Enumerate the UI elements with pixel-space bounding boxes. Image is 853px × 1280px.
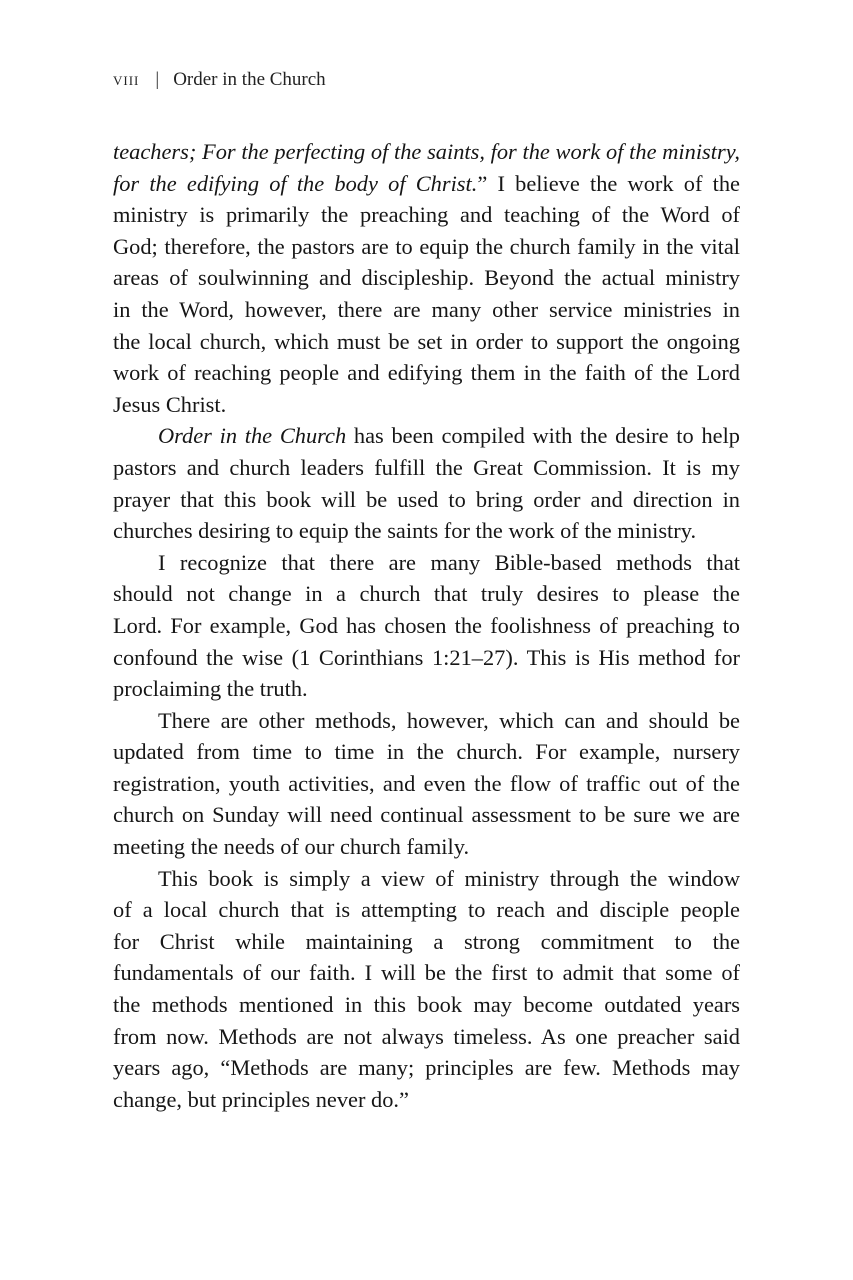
text-line: fundamentals of our faith. I will be the first to admit that some of <box>113 960 740 986</box>
paragraph <box>113 420 740 546</box>
text-line: for Christ while maintaining a strong commitment to the <box>113 928 740 954</box>
text-line: ministry is primarily the preaching and teaching of the Word of <box>113 202 740 228</box>
text-line: the methods mentioned in this book may become outdated years <box>113 992 740 1018</box>
book-title: Order in the Church <box>173 69 326 90</box>
text-line: proclaiming the truth. <box>113 676 308 702</box>
text: has been compiled with the desire to help <box>346 423 740 449</box>
text-line: change, but principles never do.” <box>113 1086 409 1112</box>
text-line: registration, youth activities, and even the flow of traffic out of the <box>113 770 740 796</box>
text-line: God; therefore, the pastors are to equip the church family in the vital <box>113 233 740 259</box>
text-line: of a local church that is attempting to reach and disciple people <box>113 897 740 923</box>
running-head <box>113 68 326 92</box>
text-line: Lord. For example, God has chosen the foolishness of preaching to <box>113 612 740 638</box>
paragraph <box>113 705 740 863</box>
header-separator: | <box>155 69 160 90</box>
text-line: the local church, which must be set in order to support the ongoing <box>113 328 740 354</box>
paragraph <box>113 863 740 1116</box>
text: ” I believe the work of the <box>477 170 740 196</box>
text-line: updated from time to time in the church. For example, nursery <box>113 739 740 765</box>
text-line: work of reaching people and edifying them in the faith of the Lord <box>113 360 740 386</box>
text-line: I recognize that there are many Bible-based methods that <box>158 549 740 575</box>
text-line: This book is simply a view of ministry through the window <box>158 865 740 891</box>
italic-text: teachers; For the perfecting of the saints, for the work of the ministry, <box>113 139 740 164</box>
text-line: church on Sunday will need continual assessment to be sure we are <box>113 802 740 828</box>
text-line: There are other methods, however, which can and should be <box>158 707 740 733</box>
text-line: prayer that this book will be used to bring order and direction in <box>113 486 740 512</box>
text-line: from now. Methods are not always timeless. As one preacher said <box>113 1023 740 1049</box>
text-line: should not change in a church that truly desires to please the <box>113 581 740 607</box>
text-line <box>113 168 740 200</box>
text-line <box>113 136 740 168</box>
body-text <box>113 136 740 1115</box>
text-line <box>113 420 740 452</box>
text-line: pastors and church leaders fulfill the Great Commission. It is my <box>113 454 740 480</box>
text-line: areas of soulwinning and discipleship. Beyond the actual ministry <box>113 265 740 291</box>
italic-text: Order in the Church <box>158 423 347 449</box>
text-line: years ago, “Methods are many; principles are few. Methods may <box>113 1055 740 1081</box>
paragraph <box>113 547 740 705</box>
italic-text: for the edifying of the body of Christ. <box>113 170 478 196</box>
text-line: churches desiring to equip the saints for the work of the ministry. <box>113 518 697 544</box>
text-line: in the Word, however, there are many other service ministries in <box>113 296 740 322</box>
paragraph <box>113 136 740 420</box>
page-number: viii <box>113 69 140 90</box>
text-line: meeting the needs of our church family. <box>113 834 470 860</box>
text-line: Jesus Christ. <box>113 391 227 417</box>
text-line: confound the wise (1 Corinthians 1:21–27). This is His method for <box>113 644 740 670</box>
